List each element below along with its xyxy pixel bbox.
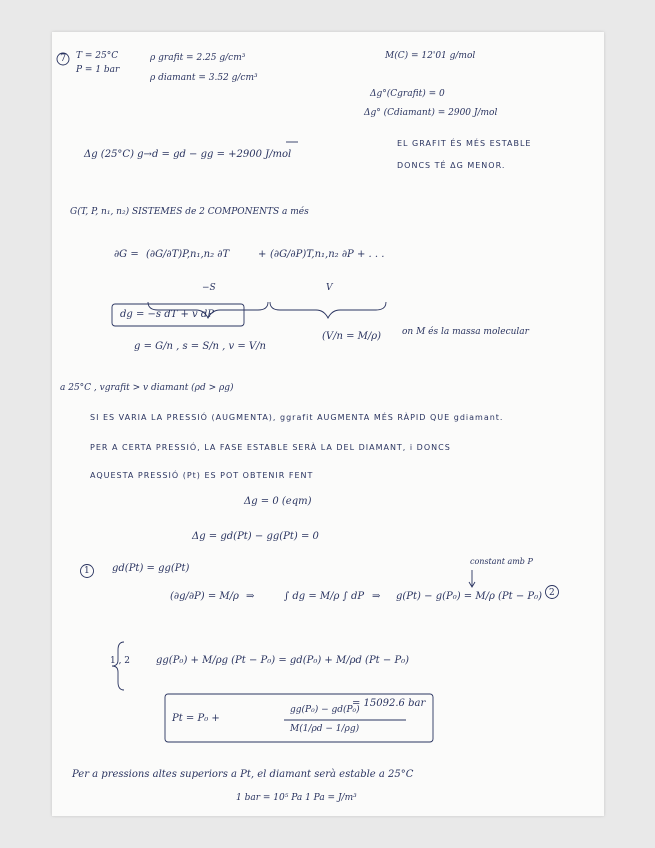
- brace-label-v: V: [326, 283, 333, 293]
- notebook-page: [52, 32, 604, 816]
- dG-term-1: (∂G/∂T)P,n₁,n₂ ∂T: [146, 249, 230, 260]
- equality-1: gd(Pt) = gg(Pt): [112, 563, 190, 574]
- rho-diamond: ρ diamant = 3.52 g/cm³: [150, 73, 258, 83]
- v-ratio: (V/n = M/ρ): [322, 331, 382, 342]
- constant-annotation: constant amb P: [470, 557, 533, 566]
- dg-transition: Δg (25°C) g→d = gd − gg = +2900 J/mol: [84, 149, 292, 160]
- dG-term-2: (∂G/∂P)T,n₁,n₂ ∂P + . . .: [270, 249, 385, 260]
- unit-conversions: 1 bar = 10⁵ Pa 1 Pa = J/m³: [236, 793, 357, 803]
- boxed-dg-equation: dg = −s dT + v dP: [120, 309, 214, 320]
- section2-heading: G(T, P, n₁, n₂) SISTEMES de 2 COMPONENTS a més: [70, 207, 309, 217]
- pt-lhs: Pt = P₀ +: [172, 713, 220, 724]
- molar-mass: M(C) = 12'01 g/mol: [385, 51, 476, 61]
- label-1: 1: [84, 566, 90, 576]
- conclusion-line-1: EL GRAFIT ÉS MÉS ESTABLE: [397, 139, 532, 148]
- final-conclusion: Per a pressions altes superiors a Pt, el diamant serà estable a 25°C: [72, 769, 414, 780]
- pt-condition-eq: Δg = gd(Pt) − gg(Pt) = 0: [192, 531, 319, 542]
- rho-graphite: ρ grafit = 2.25 g/cm³: [150, 53, 246, 63]
- temperature: T = 25°C: [76, 51, 119, 61]
- system-equation: gg(P₀) + M/ρg (Pt − P₀) = gd(P₀) + M/ρd (Pt − P₀): [156, 655, 410, 666]
- explanation-line-3: AQUESTA PRESSIÓ (Pt) ES POT OBTENIR FENT: [90, 471, 314, 480]
- pt-result: = 15092.6 bar: [352, 698, 426, 709]
- integral-equation: ∫ dg = M/ρ ∫ dP: [284, 591, 365, 602]
- brace-label-minus-s: −S: [202, 283, 216, 293]
- integration-result: g(Pt) − g(P₀) = M/ρ (Pt − P₀): [396, 591, 543, 602]
- pressure: P = 1 bar: [76, 65, 120, 75]
- explanation-line-1: SI ES VARIA LA PRESSIÓ (AUGMENTA), ggrafit AUGMENTA MÉS RÀPID QUE gdiamant.: [90, 413, 504, 422]
- implies-arrow-1: ⇒: [246, 591, 255, 602]
- label-2: 2: [549, 588, 555, 598]
- dG-plus: +: [258, 249, 267, 260]
- system-labels: 1 , 2: [110, 656, 131, 666]
- equilibrium-eq: Δg = 0 (eqm): [244, 496, 312, 507]
- dG-lhs: ∂G =: [114, 249, 139, 260]
- molecular-mass-note: on M és la massa molecular: [402, 327, 529, 337]
- system-brace: [112, 642, 124, 690]
- intensive-definitions: g = G/n , s = S/n , v = V/n: [134, 341, 266, 352]
- conclusion-line-2: DONCS TÉ ΔG MENOR.: [397, 161, 506, 170]
- dg-diamond: Δg° (Cdiamant) = 2900 J/mol: [364, 108, 498, 118]
- brace-v: [270, 302, 386, 318]
- implies-arrow-2: ⇒: [372, 591, 381, 602]
- volume-comparison: a 25°C , vgrafit > v diamant (ρd > ρg): [60, 383, 234, 393]
- dg-graphite: Δg°(Cgrafit) = 0: [370, 89, 445, 99]
- problem-number: 7: [60, 53, 67, 64]
- partial-derivative: (∂g/∂P) = M/ρ: [170, 591, 239, 602]
- pt-denominator: M(1/ρd − 1/ρg): [290, 724, 360, 734]
- explanation-line-2: PER A CERTA PRESSIÓ, LA FASE ESTABLE SERÀ LA DEL DIAMANT, i DONCS: [90, 443, 451, 452]
- pt-numerator: gg(P₀) − gd(P₀): [290, 705, 360, 715]
